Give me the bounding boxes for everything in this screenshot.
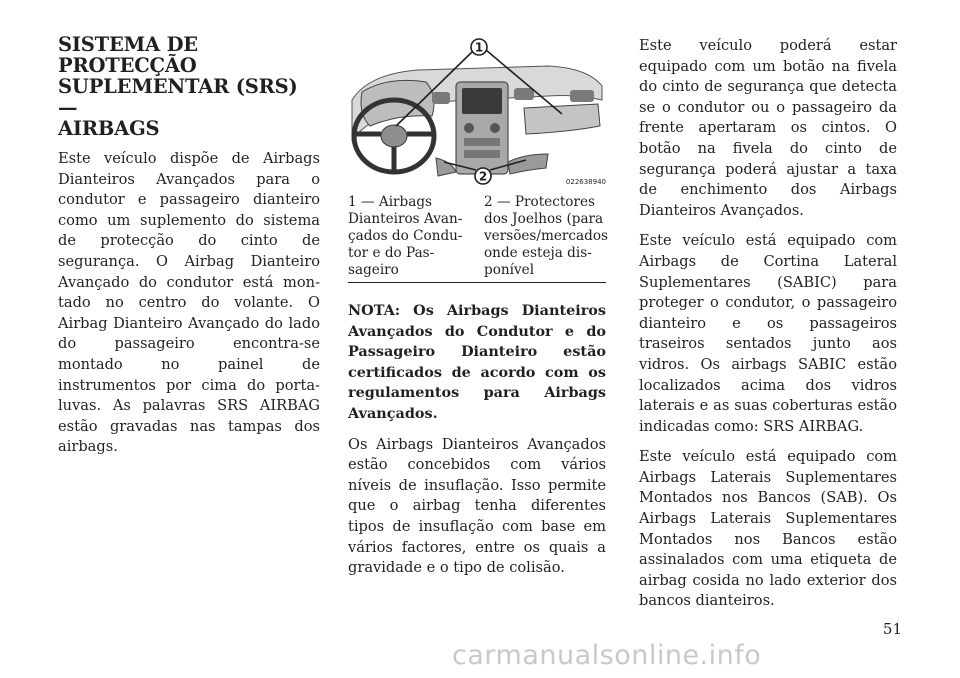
sab-paragraph: Este veículo está equipado com Airbags Laterais Suplementares Montados nos Bancos (SAB). Os Airbags Laterais Suplementares Montados nos Bancos estão assinalados com uma etiqueta de airbag cosida no lado exterior dos bancos dianteiros. [639, 448, 897, 610]
section-title [58, 34, 320, 139]
left-column [58, 30, 320, 468]
watermark: carmanualsonline.info [452, 640, 762, 671]
callout-1: 1 [474, 40, 484, 55]
note-paragraph: NOTA: Os Airbags Dianteiros Avançados do Condutor e do Passageiro Dianteiro estão certificados de acordo com os regulamentos para Airbags Avançados. [348, 302, 606, 422]
page-number: 51 [882, 620, 902, 638]
inflation-paragraph: Os Airbags Dianteiros Avançados estão concebidos com vários níveis de insuflação. Isso permite que o airbag tenha diferentes tipos de insuflação com base em vários factores, entre os quais a gravidade e o tipo de colisão. [348, 435, 606, 577]
figure-caption [348, 194, 606, 283]
title-line-1: SISTEMA DE PROTECÇÃO [58, 33, 198, 77]
figure-code: 022638940 [565, 178, 606, 186]
dashboard-illustration [348, 30, 606, 186]
sabic-paragraph: Este veículo está equipado com Airbags de Cortina Lateral Suplementares (SABIC) para proteger o condutor, o passageiro dianteiro e os passageiros traseiros sentados junto aos vidros. Os airbags SABIC estão localizados acima dos vidros laterais e as suas coberturas estão indicadas como: SRS AIRBAG. [639, 232, 897, 435]
intro-paragraph: Este veículo dispõe de Airbags Dianteiros Avançados para o condutor e passageiro dianteiro como um suplemento do sistema de protecção do cinto de segurança. O Airbag Dianteiro Avançado do condutor está montado no centro do volante. O Airbag Dianteiro Avançado do lado do passageiro encontra-se montado no painel de instrumentos por cima do porta-luvas. As palavras SRS AIRBAG estão gravadas nas tampas dos airbags. [58, 150, 320, 456]
right-column [639, 30, 897, 622]
buckle-paragraph: Este veículo poderá estar equipado com um botão na fivela do cinto de segurança que detecta se o condutor ou o passageiro da frente apertaram os cintos. O botão na fivela do cinto de segurança poderá ajustar a taxa de enchimento dos Airbags Dianteiros Avançados. [639, 37, 897, 219]
middle-column [348, 30, 606, 589]
caption-item-1: 1 — Airbags Dianteiros Avançados do Condutor e do Passageiro [348, 194, 463, 278]
caption-item-2: 2 — Protectores dos Joelhos (para versões/mercados onde esteja disponível [484, 194, 608, 278]
title-line-3: AIRBAGS [58, 117, 160, 140]
dashboard-figure [348, 30, 606, 186]
title-line-2: SUPLEMENTAR (SRS) — [58, 75, 298, 119]
callout-2: 2 [478, 169, 488, 184]
